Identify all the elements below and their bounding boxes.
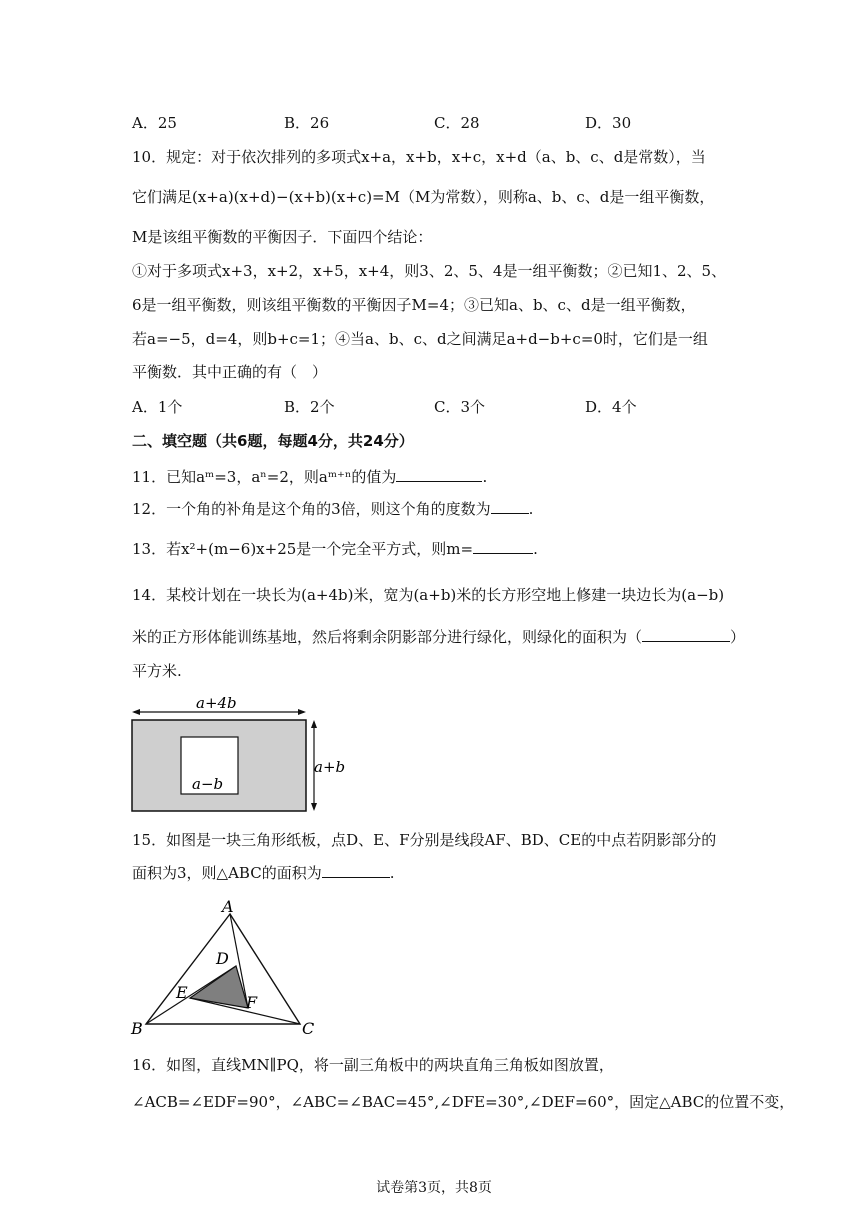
q11: [132, 466, 752, 488]
top-arrow-right: [298, 709, 306, 715]
label-c: C: [302, 1019, 315, 1038]
q15-line-2: [132, 862, 752, 884]
right-arrow-top: [311, 720, 317, 728]
q12: [132, 498, 752, 520]
q10-line-7: 平衡数．其中正确的有（ ）: [132, 363, 328, 381]
q12-end: .: [528, 500, 534, 518]
section-2-title: 二、填空题（共6题，每题4分，共24分）: [132, 432, 414, 450]
q13-end: .: [533, 540, 538, 558]
q10-line-6: 若a=−5，d=4，则b+c=1；④当a、b、c、d之间满足a+d−b+c=0时，它们是一组: [132, 330, 708, 348]
q9-option-d[interactable]: D．30: [585, 114, 632, 132]
q11-text: 11．已知aᵐ=3，aⁿ=2，则aᵐ⁺ⁿ的值为: [132, 468, 397, 486]
q14-figure: [124, 690, 354, 818]
q10-line-5: 6是一组平衡数，则该组平衡数的平衡因子M=4；③已知a、b、c、d是一组平衡数，: [132, 296, 696, 314]
label-e: E: [176, 983, 188, 1002]
label-a: A: [222, 897, 234, 916]
q11-answer-blank[interactable]: [396, 466, 482, 482]
inner-square-label: a−b: [192, 775, 224, 793]
q15-line-1: 15．如图是一块三角形纸板，点D、E、F分别是线段AF、BD、CE的中点若阴影部分的: [132, 831, 717, 849]
q14-line-2: [132, 626, 752, 648]
q16-line-1: 16．如图，直线MN∥PQ，将一副三角板中的两块直角三角板如图放置，: [132, 1056, 614, 1074]
q11-end: .: [482, 468, 488, 486]
label-d: D: [216, 949, 229, 968]
q15-period: .: [389, 864, 395, 882]
q12-text: 12．一个角的补角是这个角的3倍，则这个角的度数为: [132, 500, 491, 518]
q14-text: 米的正方形体能训练基地，然后将剩余阴影部分进行绿化，则绿化的面积为（: [132, 628, 643, 646]
q9-option-a[interactable]: A．25: [132, 114, 177, 132]
q15-text: 面积为3，则△ABC的面积为: [132, 864, 322, 882]
q10-option-b[interactable]: B．2个: [284, 398, 335, 416]
q13-text: 13．若x²+(m−6)x+25是一个完全平方式，则m=: [132, 540, 474, 558]
q13: [132, 538, 752, 560]
q10-line-1: 10．规定：对于依次排列的多项式x+a，x+b，x+c，x+d（a、b、c、d是常数），当: [132, 148, 706, 166]
shaded-triangle-def: [190, 966, 248, 1008]
q15-figure: [124, 896, 324, 1040]
right-arrow-bottom: [311, 803, 317, 811]
q16-line-2: ∠ACB=∠EDF=90°，∠ABC=∠BAC=45°,∠DFE=30°,∠DEF=60°，固定△ABC的位置不变，: [132, 1093, 795, 1111]
q10-option-d[interactable]: D．4个: [585, 398, 637, 416]
q14-close-paren: ）: [730, 628, 746, 646]
q13-answer-blank[interactable]: [473, 538, 533, 554]
page-footer: 试卷第3页，共8页: [376, 1180, 492, 1196]
q10-line-2: 它们满足(x+a)(x+d)−(x+b)(x+c)=M（M为常数），则称a、b、c、d是一组平衡数，: [132, 188, 715, 206]
q14-answer-blank[interactable]: [642, 626, 730, 642]
q14-line-1: 14．某校计划在一块长为(a+4b)米，宽为(a+b)米的长方形空地上修建一块边长为(a−b): [132, 586, 725, 604]
q14-line-3: 平方米.: [132, 662, 182, 680]
label-f: F: [246, 993, 258, 1012]
top-arrow-left: [132, 709, 140, 715]
q10-line-3: M是该组平衡数的平衡因子．下面四个结论：: [132, 228, 433, 246]
q12-answer-blank[interactable]: [491, 498, 529, 514]
right-dimension-label: a+b: [314, 758, 346, 776]
q9-option-b[interactable]: B．26: [284, 114, 330, 132]
triangle-abc: [146, 914, 300, 1024]
q15-answer-blank[interactable]: [322, 862, 390, 878]
q10-option-c[interactable]: C．3个: [434, 398, 486, 416]
q10-line-4: ①对于多项式x+3，x+2，x+5，x+4，则3、2、5、4是一组平衡数；②已知1、2、5、: [132, 262, 727, 280]
q10-option-a[interactable]: A．1个: [132, 398, 183, 416]
label-b: B: [131, 1019, 143, 1038]
q9-option-c[interactable]: C．28: [434, 114, 480, 132]
top-dimension-label: a+4b: [196, 694, 237, 712]
